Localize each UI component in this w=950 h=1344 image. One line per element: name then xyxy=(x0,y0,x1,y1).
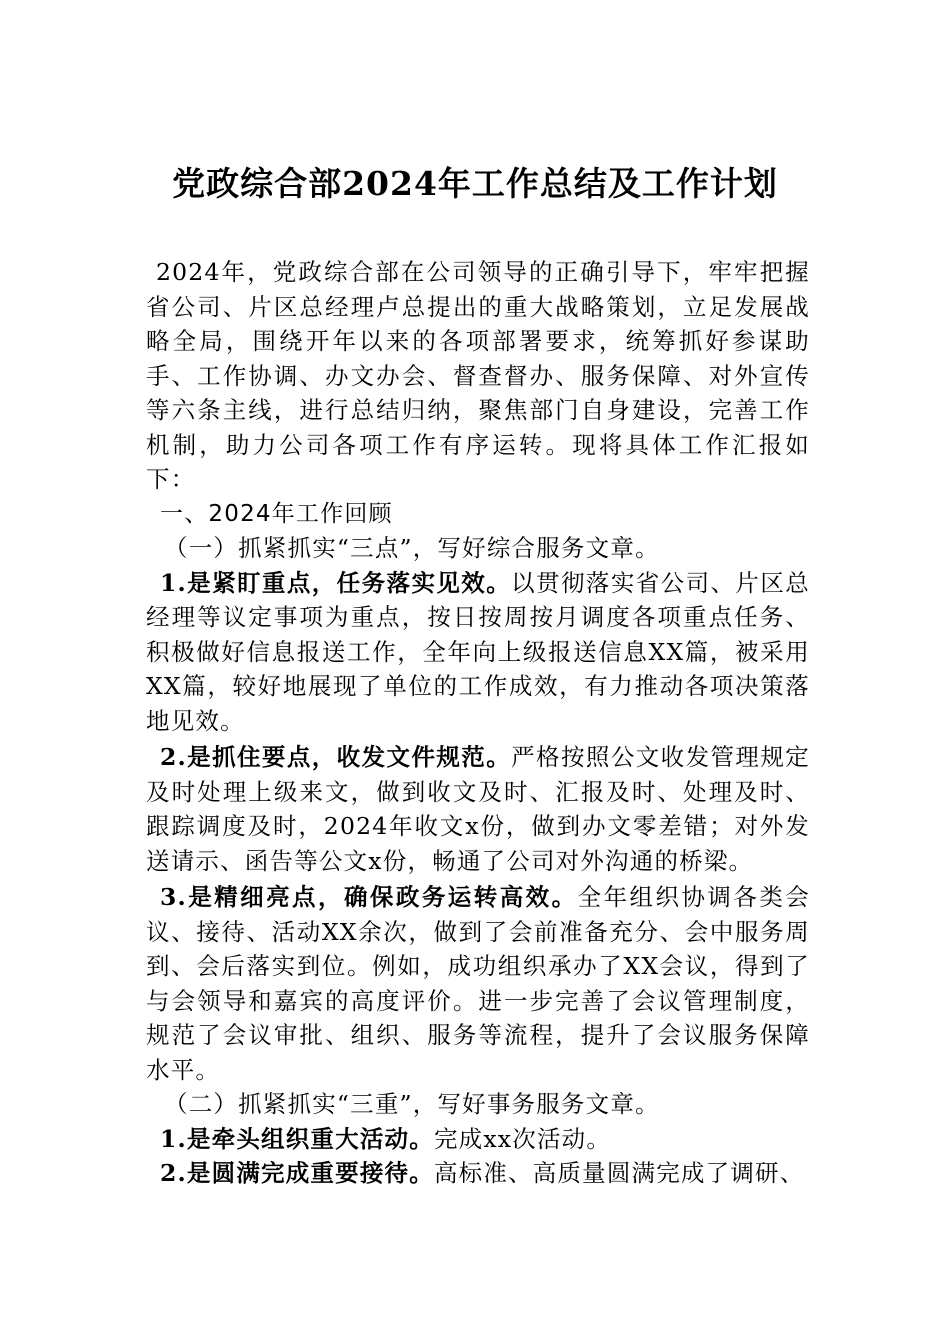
item-lead: 1.是紧盯重点，任务落实见效。 xyxy=(160,568,512,597)
document-body xyxy=(146,255,810,1191)
item-lead: 3.是精细亮点，确保政务运转高效。 xyxy=(160,883,578,911)
subsection-heading-three-points: （一）抓紧抓实“三点”，写好综合服务文章。 xyxy=(164,534,660,562)
item-text: 全年组织协调各类会议、接待、活动XX余次，做到了会前准备充分、会中服务周到、会后落实到位。例如，成功组织承办了XX会议，得到了与会领导和嘉宾的高度评价。进一步完善了会议管理制度，规范了会议审批、组织、服务等流程，提升了会议服务保障水平。 xyxy=(146,883,810,1084)
list-item xyxy=(146,1156,810,1191)
section-heading-review: 一、2024年工作回顾 xyxy=(160,500,393,527)
item-text: 严格按照公文收发管理规定及时处理上级来文，做到收文及时、汇报及时、处理及时、跟踪调度及时，2024年收文x份，做到办文零差错；对外发送请示、函告等公文x份，畅通了公司对外沟通的桥梁。 xyxy=(146,743,810,875)
list-item xyxy=(146,1122,810,1157)
list-item xyxy=(146,740,810,878)
item-text: 以贯彻落实省公司、片区总经理等议定事项为重点，按日按周按月调度各项重点任务、积极做好信息报送工作，全年向上级报送信息XX篇，被采用XX篇，较好地展现了单位的工作成效，有力推动各项决策落地见效。 xyxy=(146,568,810,735)
subsection-heading-three-priorities: （二）抓紧抓实“三重”，写好事务服务文章。 xyxy=(164,1090,660,1118)
item-lead: 2.是抓住要点，收发文件规范。 xyxy=(160,743,512,771)
item-text: 高标准、高质量圆满完成了调研、 xyxy=(433,1159,805,1187)
intro-paragraph: 2024年，党政综合部在公司领导的正确引导下，牢牢把握省公司、片区总经理卢总提出的重大战略策划，立足发展战略全局，围绕开年以来的各项部署要求，统筹抓好参谋助手、工作协调、办文办会、督查督办、服务保障、对外宣传等六条主线，进行总结归纳，聚焦部门自身建设，完善工作机制，助力公司各项工作有序运转。现将具体工作汇报如下： xyxy=(146,258,810,493)
item-lead: 1.是牵头组织重大活动。 xyxy=(160,1124,434,1153)
item-lead: 2.是圆满完成重要接待。 xyxy=(160,1159,434,1187)
list-item xyxy=(146,880,810,1087)
document-title: 党政综合部2024年工作总结及工作计划 xyxy=(172,164,778,203)
list-item xyxy=(146,566,810,739)
item-text: 完成xx次活动。 xyxy=(433,1124,612,1153)
